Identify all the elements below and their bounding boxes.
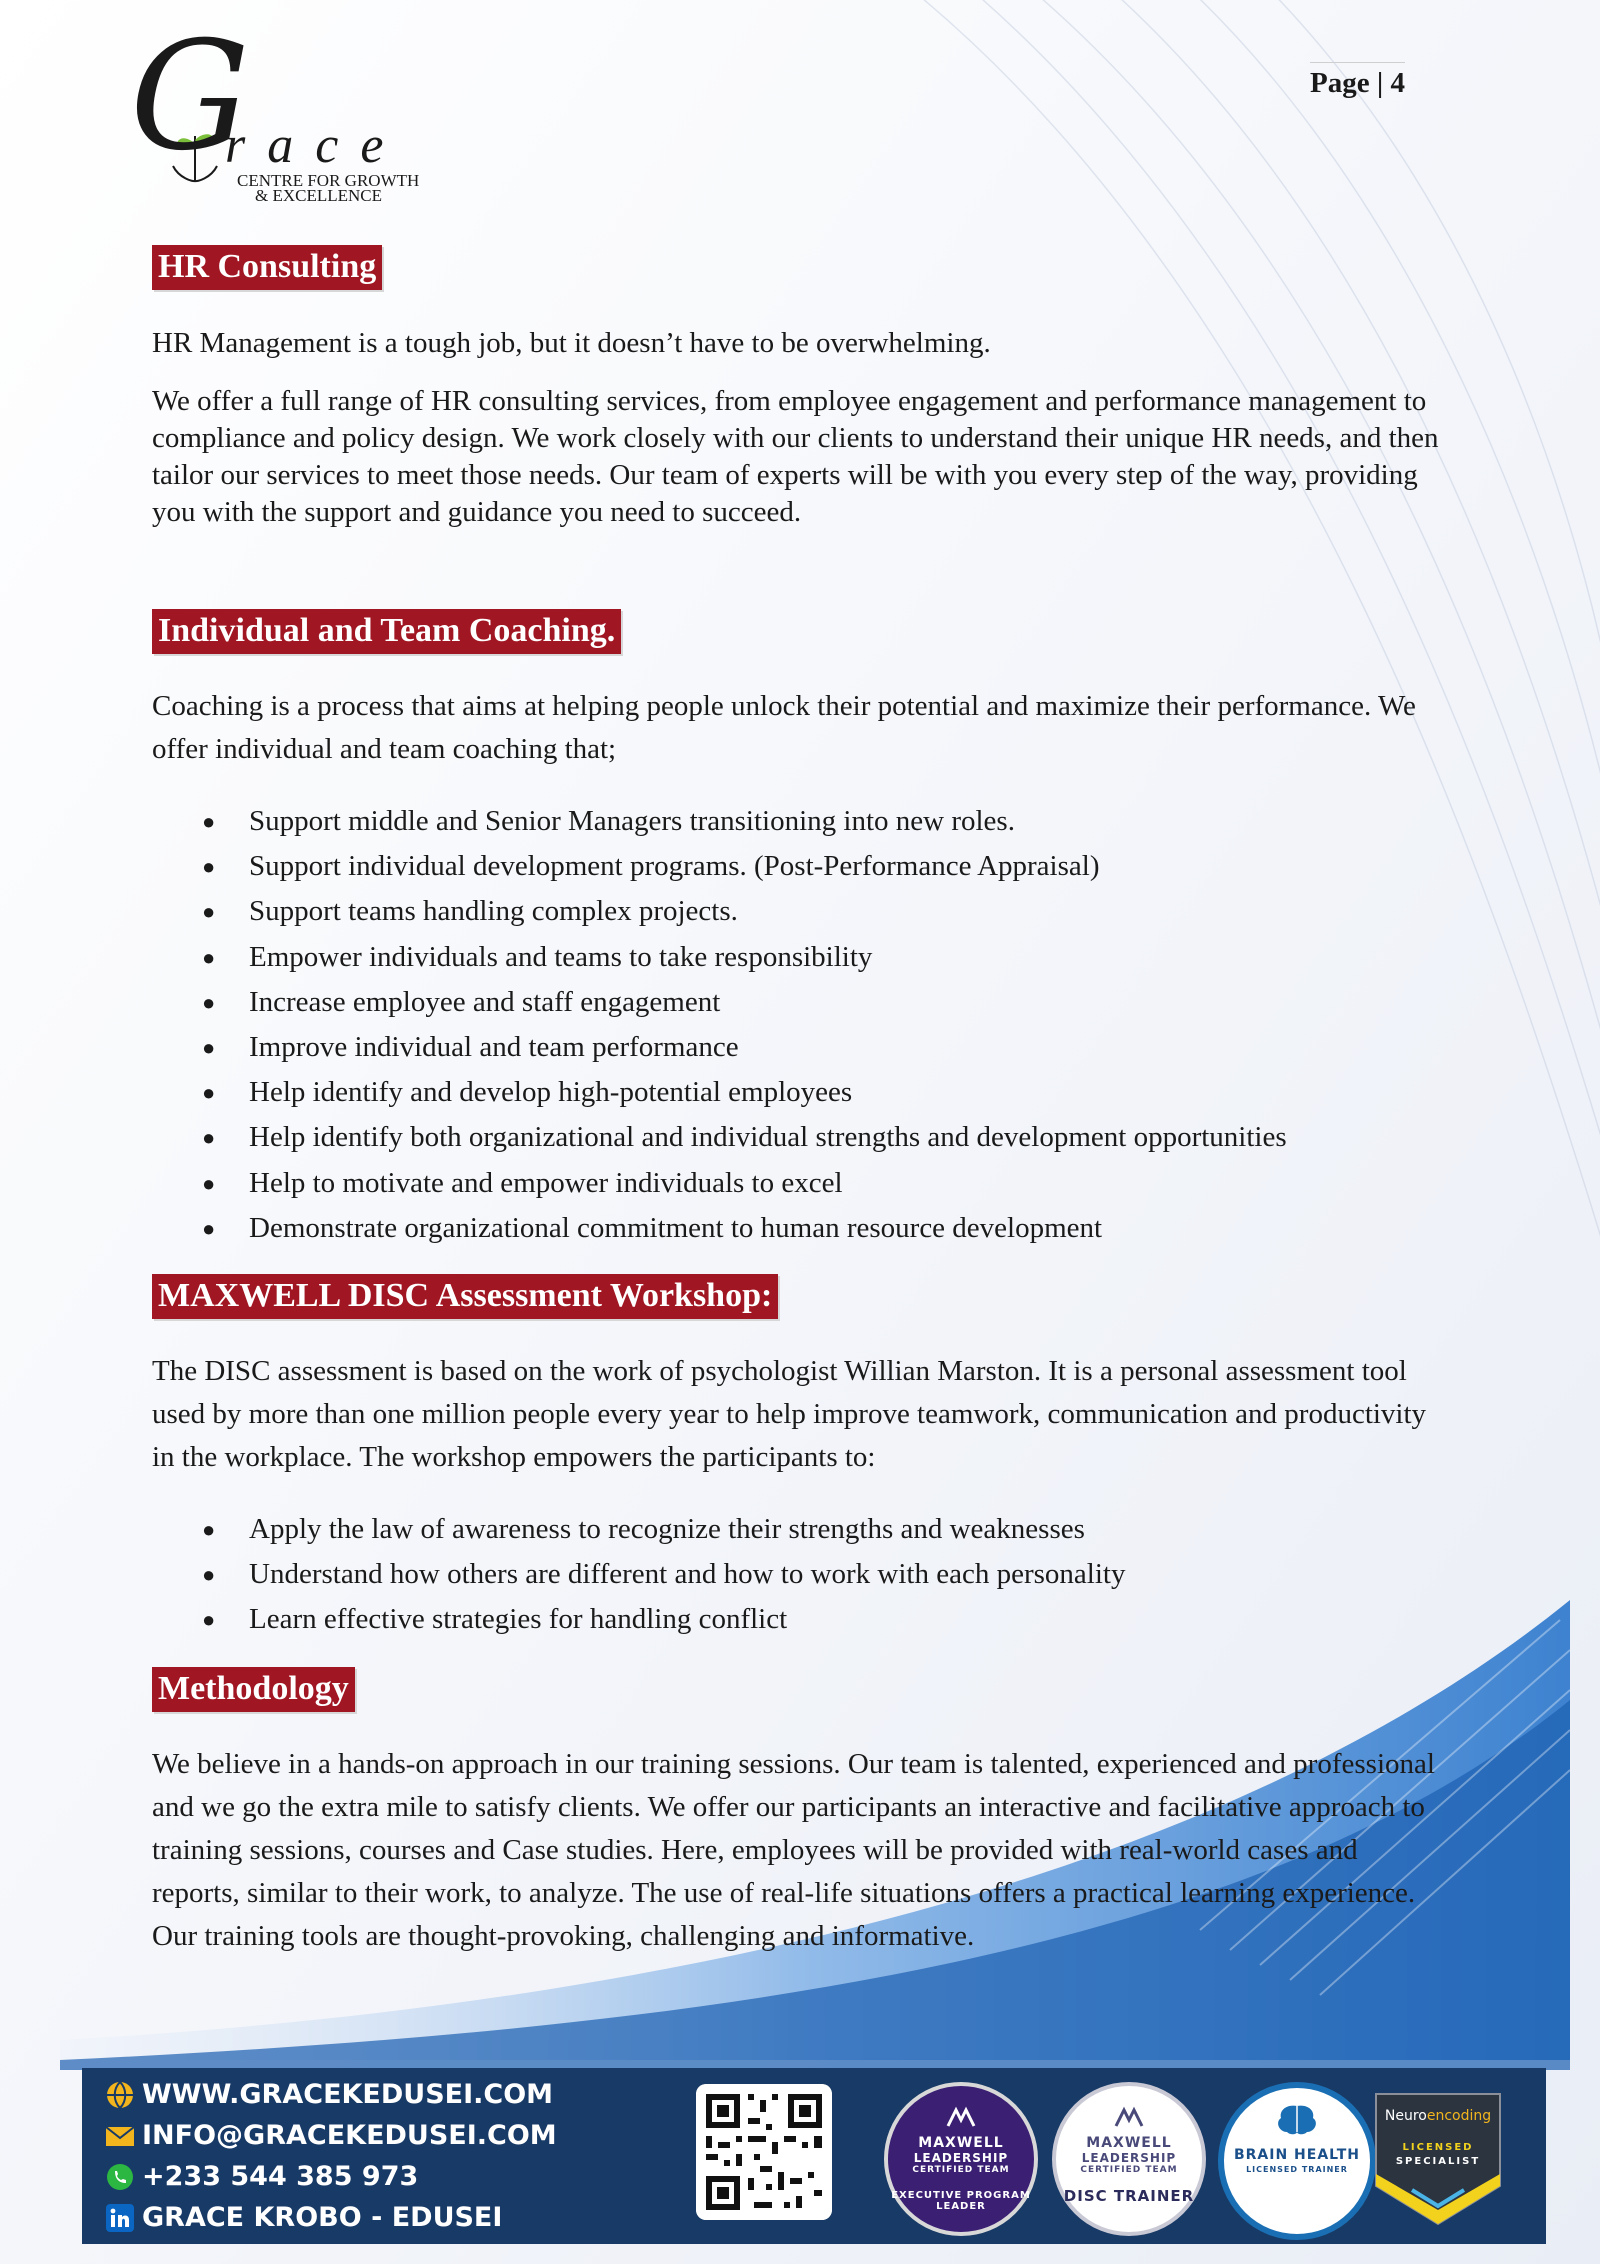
list-item: ● Support individual development programs. (Post-Performance Appraisal) xyxy=(152,844,1482,889)
whatsapp-icon xyxy=(104,2161,136,2193)
phone-link[interactable]: +233 544 385 973 xyxy=(104,2156,557,2197)
list-item: ● Apply the law of awareness to recognize their strengths and weaknesses xyxy=(152,1507,1482,1552)
logo-tagline-2: & EXCELLENCE xyxy=(255,186,383,205)
bullet-icon: ● xyxy=(202,899,216,925)
linkedin-link[interactable]: GRACE KROBO - EDUSEI xyxy=(104,2197,557,2238)
hr-intro: HR Management is a tough job, but it doesn’t have to be overwhelming. xyxy=(152,327,991,359)
list-item: ● Demonstrate organizational commitment to human resource development xyxy=(152,1206,1482,1251)
heading-hr-consulting: HR Consulting xyxy=(152,245,382,290)
list-item: ● Empower individuals and teams to take responsibility xyxy=(152,935,1482,980)
brain-health-badge: BRAIN HEALTH LICENSED TRAINER xyxy=(1218,2082,1376,2240)
disc-list xyxy=(152,1507,1482,1643)
maxwell-logo-icon xyxy=(946,2106,976,2128)
list-item: ● Improve individual and team performance xyxy=(152,1025,1482,1070)
maxwell-disc-trainer-badge: MAXWELL LEADERSHIP CERTIFIED TEAM DISC TRAINER xyxy=(1052,2082,1206,2236)
heading-methodology: Methodology xyxy=(152,1667,355,1712)
bullet-icon: ● xyxy=(202,1562,216,1588)
bullet-icon: ● xyxy=(202,1215,216,1241)
list-item: ● Help identify both organizational and individual strengths and development opportunities xyxy=(152,1115,1482,1160)
qr-code-icon[interactable] xyxy=(696,2084,832,2220)
email-link[interactable]: INFO@GRACEKEDUSEI.COM xyxy=(104,2115,557,2156)
maxwell-logo-icon xyxy=(1114,2106,1144,2128)
bullet-icon: ● xyxy=(202,1034,216,1060)
website-link[interactable]: WWW.GRACEKEDUSEI.COM xyxy=(104,2074,557,2115)
linkedin-icon xyxy=(104,2202,136,2234)
company-logo xyxy=(130,10,430,210)
bullet-icon: ● xyxy=(202,1517,216,1542)
neuroencoding-badge: Neuroencoding LICENSED SPECIALIST xyxy=(1372,2090,1504,2228)
list-item: ● Support middle and Senior Managers transitioning into new roles. xyxy=(152,799,1482,844)
bullet-icon: ● xyxy=(202,944,216,970)
bullet-icon: ● xyxy=(202,1080,216,1106)
list-item: ● Help identify and develop high-potential employees xyxy=(152,1070,1482,1115)
methodology-text: We believe in a hands-on approach in our training sessions. Our team is talented, experienced and professional and we go the extra mile to satisfy clients. We offer our participants an interactive and facilitative approach to training sessions, courses and Case studies. Here, employees will be provided with real-world cases and reports, similar to their work, to analyze. The use of real-life situations offers a practical learning experience. Our training tools are thought-provoking, challenging and informative. xyxy=(152,1748,1435,1952)
globe-icon xyxy=(104,2079,136,2111)
logo-letter: G xyxy=(130,10,250,184)
bullet-icon: ● xyxy=(202,1125,216,1151)
footer-bar xyxy=(82,2068,1546,2244)
list-item: ● Help to motivate and empower individuals to excel xyxy=(152,1161,1482,1206)
logo-tagline-1: CENTRE FOR GROWTH xyxy=(237,171,420,190)
bullet-icon: ● xyxy=(202,809,216,834)
coaching-intro: Coaching is a process that aims at helping people unlock their potential and maximize their performance. We offer individual and team coaching that; xyxy=(152,690,1416,765)
brain-icon xyxy=(1273,2102,1321,2138)
bullet-icon: ● xyxy=(202,854,216,880)
heading-coaching: Individual and Team Coaching. xyxy=(152,609,621,654)
list-item: ● Increase employee and staff engagement xyxy=(152,980,1482,1025)
bullet-icon: ● xyxy=(202,989,216,1015)
list-item: ● Support teams handling complex projects. xyxy=(152,889,1482,934)
disc-intro: The DISC assessment is based on the work of psychologist Willian Marston. It is a personal assessment tool used by more than one million people every year to help improve teamwork, communication and productivity in the workplace. The workshop empowers the participants to: xyxy=(152,1355,1427,1473)
hr-description: We offer a full range of HR consulting services, from employee engagement and performance management to compliance and policy design. We work closely with our clients to understand their unique HR needs, and then tailor our services to meet those needs. Our team of experts will be with you every step of the way, providing you with the support and guidance you need to succeed. xyxy=(152,385,1439,528)
bullet-icon: ● xyxy=(202,1607,216,1633)
list-item: ● Understand how others are different and how to work with each personality xyxy=(152,1552,1482,1597)
mail-icon xyxy=(104,2120,136,2152)
coaching-list xyxy=(152,799,1482,1251)
logo-word: race xyxy=(225,117,406,174)
bullet-icon: ● xyxy=(202,1170,216,1196)
contact-info xyxy=(104,2074,557,2238)
list-item: ● Learn effective strategies for handling conflict xyxy=(152,1597,1482,1642)
maxwell-executive-badge: MAXWELL LEADERSHIP CERTIFIED TEAM EXECUTIVE PROGRAM LEADER xyxy=(884,2082,1038,2236)
page-number: Page | 4 xyxy=(1310,62,1405,100)
heading-disc-workshop: MAXWELL DISC Assessment Workshop: xyxy=(152,1274,778,1319)
